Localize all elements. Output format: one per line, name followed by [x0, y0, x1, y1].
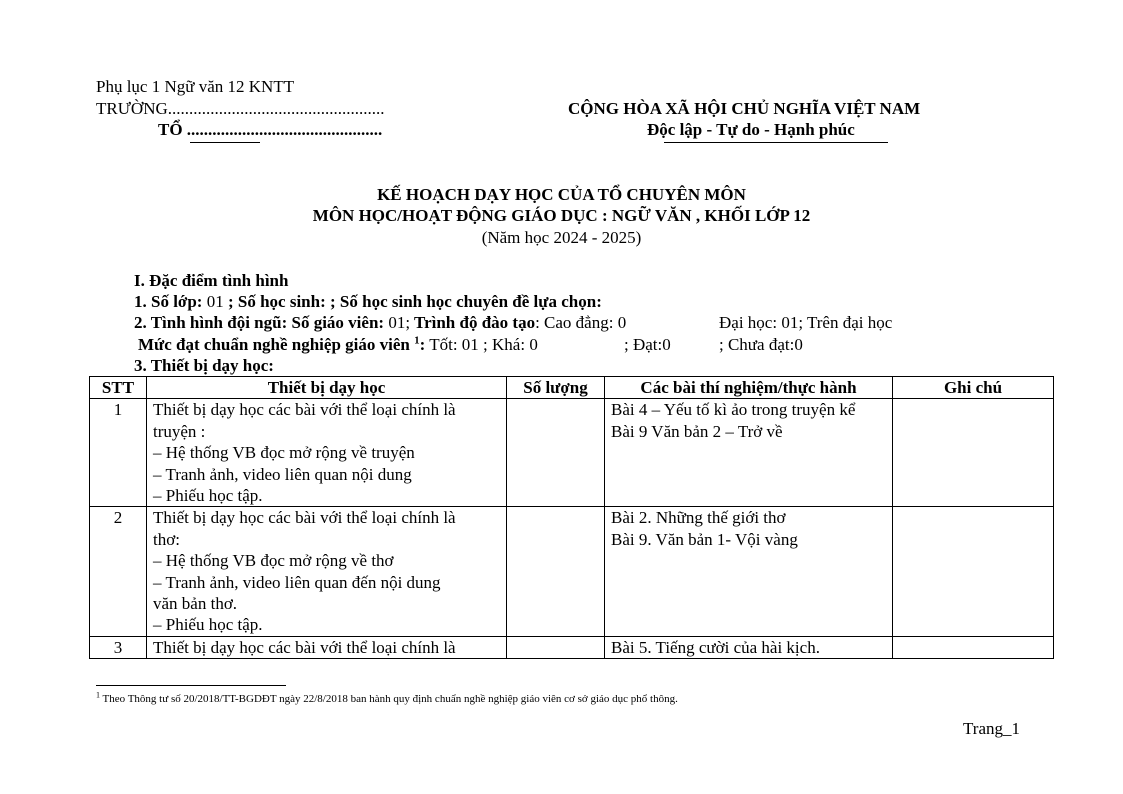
equipment-line: Thiết bị dạy học các bài với thể loại chính là: [153, 400, 456, 420]
table-row: [90, 399, 1054, 507]
row-lessons: [605, 507, 893, 636]
equipment-heading: 3. Thiết bị dạy học:: [134, 356, 274, 375]
lesson-line: Bài 9 Văn bản 2 – Trở về: [611, 421, 783, 441]
equipment-line: – Phiếu học tập.: [153, 486, 263, 506]
school-year: (Năm học 2024 - 2025): [481, 228, 642, 247]
row-stt: 2: [90, 507, 147, 636]
equipment-line: – Hệ thống VB đọc mở rộng về truyện: [153, 443, 415, 463]
page-number: Trang_1: [963, 719, 1020, 738]
equipment-line: – Tranh ảnh, video liên quan nội dung: [153, 464, 412, 484]
staff-value: 01;: [384, 313, 411, 332]
footnote-text: Theo Thông tư số 20/2018/TT-BGDĐT ngày 22/8/2018 ban hành quy định chuẩn nghề nghiệp giáo viên cơ sở giáo dục phổ thông.: [100, 693, 678, 705]
standard-good: Tốt: 01 ; Khá: 0: [425, 335, 538, 354]
class-count-line: [134, 291, 602, 312]
row-note: [893, 399, 1054, 507]
appendix-label: Phụ lục 1 Ngữ văn 12 KNTT: [96, 77, 295, 96]
equipment-line: văn bản thơ.: [153, 594, 238, 614]
row-equipment: [147, 507, 507, 636]
equipment-line: Thiết bị dạy học các bài với thể loại chính là: [153, 637, 456, 657]
motto: Độc lập - Tự do - Hạnh phúc: [647, 120, 855, 139]
footnote-rule: [96, 685, 286, 686]
group-field: TỔ ..............................................: [158, 120, 383, 139]
nation-title: CỘNG HÒA XÃ HỘI CHỦ NGHĨA VIỆT NAM: [568, 99, 921, 118]
footnote-mark: 1: [96, 690, 100, 700]
table-row: [90, 636, 1054, 658]
lesson-line: Bài 4 – Yếu tố kì ảo trong truyện kể: [611, 400, 856, 420]
standard-line: [138, 334, 538, 355]
lesson-line: Bài 2. Những thế giới thơ: [611, 508, 786, 528]
standard-pass: ; Đạt:0: [624, 335, 671, 354]
plan-title: KẾ HOẠCH DẠY HỌC CỦA TỔ CHUYÊN MÔN: [377, 185, 746, 204]
table-row: [90, 507, 1054, 636]
equipment-line: truyện :: [153, 421, 206, 441]
row-equipment: [147, 636, 507, 658]
header-lessons: Các bài thí nghiệm/thực hành: [605, 377, 893, 399]
plan-subtitle: MÔN HỌC/HOẠT ĐỘNG GIÁO DỤC : NGỮ VĂN , KHỐI LỚP 12: [312, 206, 811, 225]
standard-fail: ; Chưa đạt:0: [719, 335, 803, 354]
row-quantity: [507, 507, 605, 636]
standard-label: Mức đạt chuẩn nghề nghiệp giáo viên: [138, 335, 415, 354]
staff-label: 2. Tình hình đội ngũ: Số giáo viên:: [134, 313, 385, 332]
school-field: TRƯỜNG...................................................: [96, 99, 385, 118]
equipment-line: Thiết bị dạy học các bài với thể loại chính là: [153, 508, 456, 528]
header-note: Ghi chú: [893, 377, 1054, 399]
row-quantity: [507, 636, 605, 658]
training-value: : Cao đẳng: 0: [535, 313, 627, 332]
lesson-line: Bài 9. Văn bản 1- Vội vàng: [611, 529, 798, 549]
training-label: Trình độ đào tạo: [410, 313, 536, 332]
footnote-ref: 1: [414, 334, 420, 347]
university-count: Đại học: 01; Trên đại học: [719, 313, 893, 332]
row-stt: 1: [90, 399, 147, 507]
header-equipment: Thiết bị dạy học: [147, 377, 507, 399]
row-stt: 3: [90, 636, 147, 658]
row-lessons: [605, 636, 893, 658]
equipment-line: thơ:: [153, 529, 180, 549]
row-note: [893, 636, 1054, 658]
group-underline: [190, 142, 260, 143]
motto-underline: [664, 142, 888, 143]
class-count-label: 1. Số lớp:: [134, 292, 203, 311]
section-heading: I. Đặc điểm tình hình: [134, 271, 289, 290]
student-count-label: ; Số học sinh: ; Số học sinh học chuyên đề lựa chọn:: [223, 292, 602, 311]
row-note: [893, 507, 1054, 636]
row-equipment: [147, 399, 507, 507]
header-quantity: Số lượng: [507, 377, 605, 399]
class-count-value: 01: [202, 292, 224, 311]
row-quantity: [507, 399, 605, 507]
equipment-line: – Phiếu học tập.: [153, 615, 263, 635]
standard-colon: :: [419, 335, 426, 354]
lesson-line: Bài 5. Tiếng cười của hài kịch.: [611, 637, 820, 657]
table-header-row: [90, 377, 1054, 399]
equipment-line: – Hệ thống VB đọc mở rộng về thơ: [153, 551, 394, 571]
header-stt: STT: [90, 377, 147, 399]
row-lessons: [605, 399, 893, 507]
equipment-line: – Tranh ảnh, video liên quan đến nội dung: [153, 572, 441, 592]
footnote: [96, 692, 678, 706]
equipment-table: [89, 376, 1054, 659]
staff-line: [134, 312, 626, 333]
